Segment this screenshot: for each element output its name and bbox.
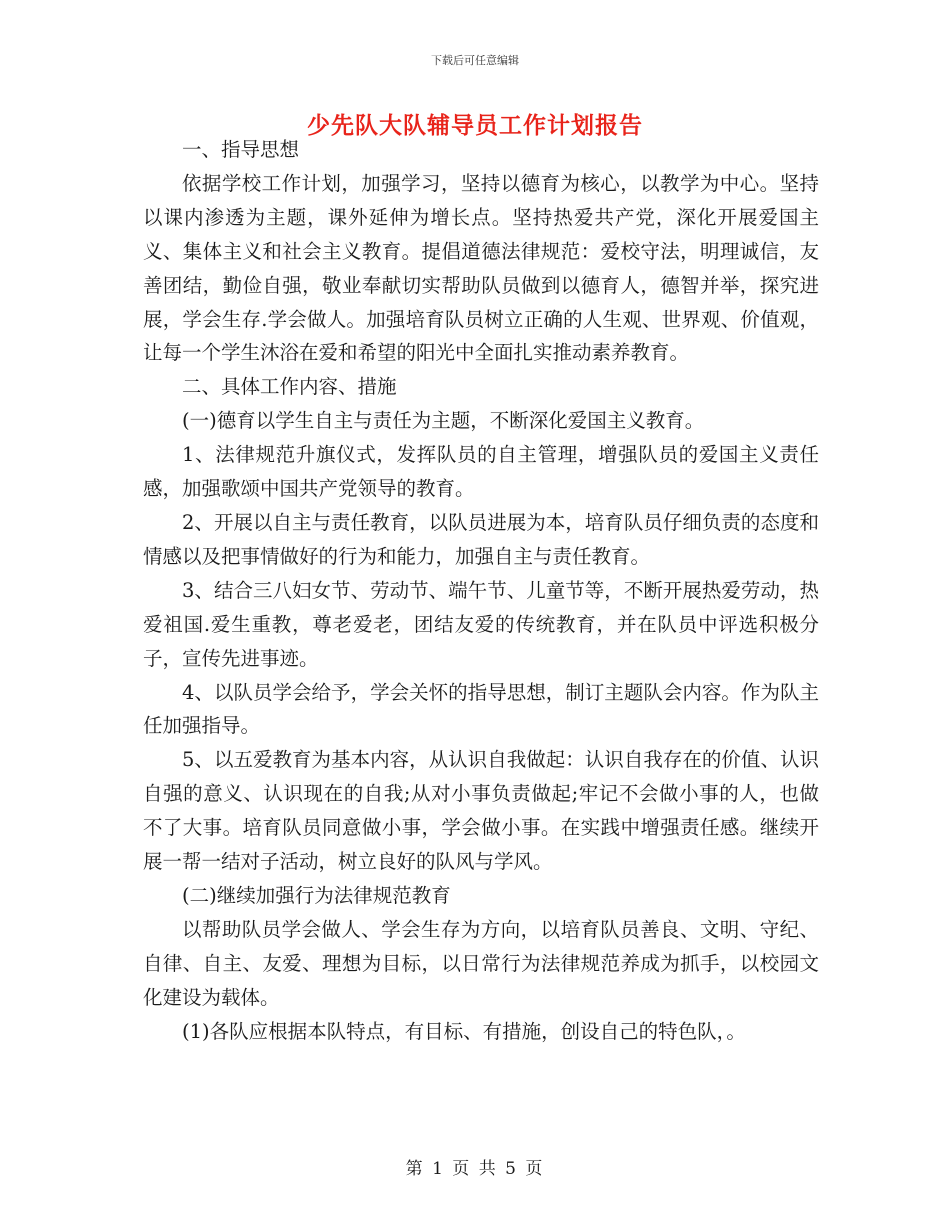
- paragraph: 3、结合三八妇女节、劳动节、端午节、儿童节等，不断开展热爱劳动，热爱祖国.爱生重教，尊老爱老，团结友爱的传统教育，并在队员中评选积极分子，宣传先进事迹。: [143, 578, 819, 670]
- paragraph: 2、开展以自主与责任教育，以队员进展为本，培育队员仔细负责的态度和情感以及把事情做好的行为和能力，加强自主与责任教育。: [143, 510, 819, 568]
- document-title: 少先队大队辅导员工作计划报告: [307, 113, 643, 139]
- paragraph: 5、以五爱教育为基本内容，从认识自我做起：认识自我存在的价值、认识自强的意义、认识现在的自我;从对小事负责做起;牢记不会做小事的人，也做不了大事。培育队员同意做小事，学会做小事。在实践中增强责任感。继续开展一帮一结对子活动，树立良好的队风与学风。: [143, 748, 819, 874]
- header-note: 下载后可任意编辑: [431, 54, 519, 67]
- section-heading: 二、具体工作内容、措施: [182, 375, 397, 399]
- page-footer: 第 1 页 共 5 页: [405, 1159, 545, 1179]
- subsection-heading: (二)继续加强行为法律规范教育: [182, 883, 451, 907]
- paragraph: 依据学校工作计划，加强学习，坚持以德育为核心，以教学为中心。坚持以课内渗透为主题，课外延伸为增长点。坚持热爱共产党，深化开展爱国主义、集体主义和社会主义教育。提倡道德法律规范：爱校守法，明理诚信，友善团结，勤俭自强，敬业奉献切实帮助队员做到以德育人，德智并举，探究进展，学会生存.学会做人。加强培育队员树立正确的人生观、世界观、价值观，让每一个学生沐浴在爱和希望的阳光中全面扎实推动素养教育。: [143, 171, 819, 365]
- paragraph: 4、以队员学会给予，学会关怀的指导思想，制订主题队会内容。作为队主任加强指导。: [143, 680, 819, 738]
- document-body: [143, 133, 819, 1048]
- paragraph: 以帮助队员学会做人、学会生存为方向，以培育队员善良、文明、守纪、自律、自主、友爱、理想为目标，以日常行为法律规范养成为抓手，以校园文化建设为载体。: [143, 917, 819, 1009]
- section-heading: 一、指导思想: [182, 138, 300, 161]
- subsection-heading: (一)德育以学生自主与责任为主题，不断深化爱国主义教育。: [182, 409, 705, 433]
- paragraph: (1)各队应根据本队特点，有目标、有措施，创设自己的特色队，。: [182, 1019, 746, 1043]
- paragraph: 1、法律规范升旗仪式，发挥队员的自主管理，增强队员的爱国主义责任感，加强歌颂中国共产党领导的教育。: [143, 443, 819, 501]
